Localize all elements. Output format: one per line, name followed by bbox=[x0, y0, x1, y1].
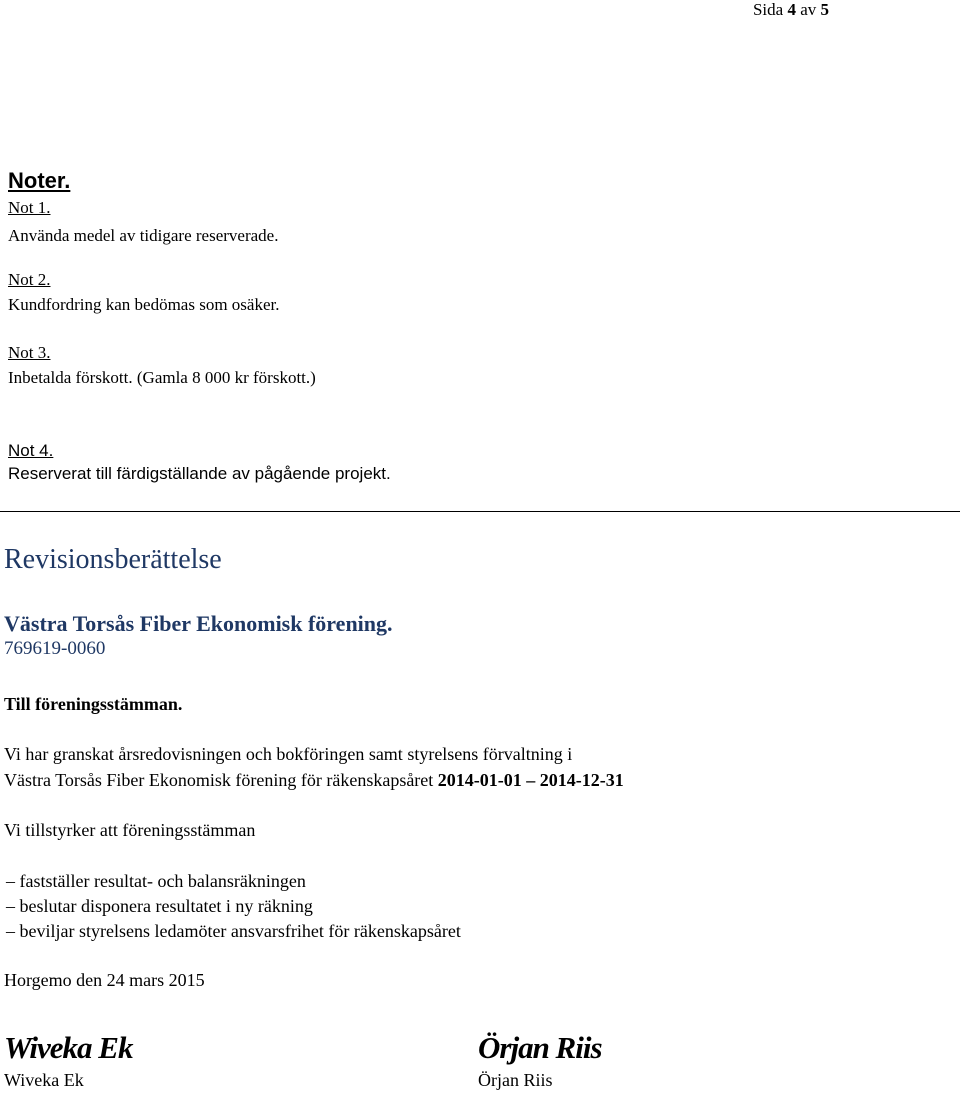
note-1-label: Not 1. bbox=[8, 198, 51, 217]
paragraph-line-1: Vi har granskat årsredovisningen och bokföringen samt styrelsens förvaltning i bbox=[4, 744, 573, 764]
page-number bbox=[753, 0, 829, 20]
signature-1-handwritten: Wiveka Ek bbox=[4, 1030, 133, 1065]
paragraph-line-2 bbox=[4, 770, 624, 791]
period-start: 2014-01-01 bbox=[437, 770, 522, 790]
paragraph-line-2-text: Västra Torsås Fiber Ekonomisk förening för räkenskapsåret bbox=[4, 770, 434, 790]
notes-heading: Noter. bbox=[8, 168, 71, 193]
period-dash: – bbox=[526, 770, 536, 790]
note-3-label: Not 3. bbox=[8, 343, 51, 362]
recommendation-intro: Vi tillstyrker att föreningsstämman bbox=[4, 820, 256, 840]
report-title: Revisionsberättelse bbox=[4, 544, 222, 575]
page-prefix: Sida bbox=[752, 0, 784, 19]
signature-2-name: Örjan Riis bbox=[478, 1070, 553, 1090]
page-total: 5 bbox=[820, 0, 829, 19]
signature-2-handwritten: Örjan Riis bbox=[478, 1030, 602, 1065]
organization-name: Västra Torsås Fiber Ekonomisk förening. bbox=[4, 611, 393, 636]
recommendation-item: – beviljar styrelsens ledamöter ansvarsfrihet för räkenskapsåret bbox=[6, 921, 461, 941]
page-separator: av bbox=[800, 0, 817, 19]
note-2-label: Not 2. bbox=[8, 270, 51, 289]
note-2-text: Kundfordring kan bedömas som osäker. bbox=[8, 295, 280, 314]
addressee: Till föreningsstämman. bbox=[4, 694, 183, 714]
note-3-text: Inbetalda förskott. (Gamla 8 000 kr förskott.) bbox=[8, 368, 316, 387]
period-end: 2014-12-31 bbox=[539, 770, 624, 790]
note-1-text: Använda medel av tidigare reserverade. bbox=[8, 226, 279, 245]
place-date: Horgemo den 24 mars 2015 bbox=[4, 970, 205, 990]
page-current: 4 bbox=[787, 0, 796, 19]
recommendation-item: – fastställer resultat- och balansräkningen bbox=[6, 871, 306, 891]
recommendation-item: – beslutar disponera resultatet i ny räkning bbox=[6, 896, 313, 916]
note-4-text: Reserverat till färdigställande av pågående projekt. bbox=[8, 464, 391, 483]
organization-number: 769619-0060 bbox=[4, 638, 106, 659]
section-divider bbox=[0, 511, 960, 512]
note-4-label: Not 4. bbox=[8, 441, 54, 460]
signature-1-name: Wiveka Ek bbox=[4, 1070, 84, 1090]
